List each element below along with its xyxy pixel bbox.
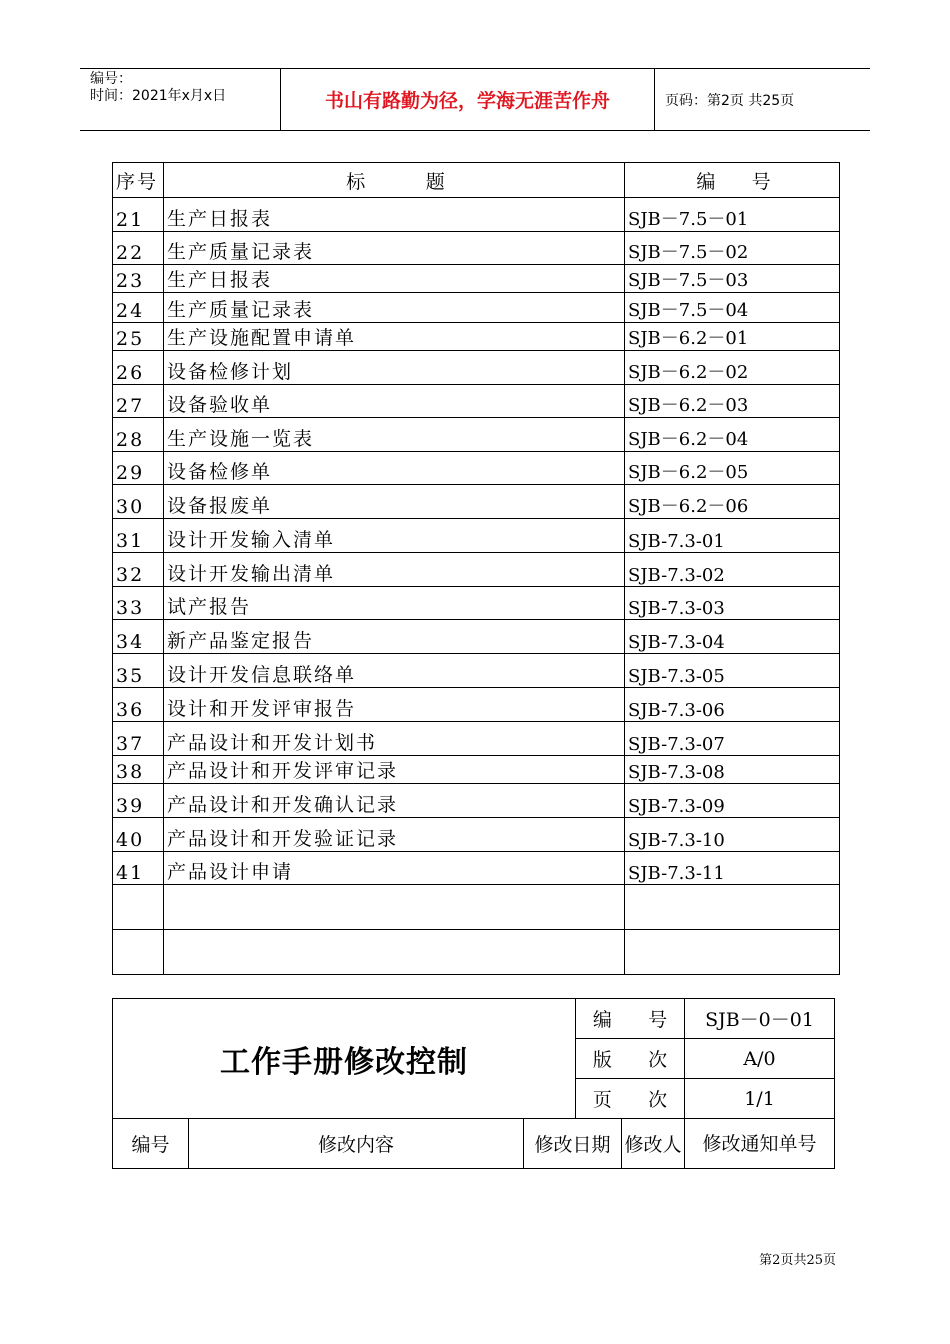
table-row — [113, 688, 840, 722]
table-row — [113, 756, 840, 784]
row-seq: 21 — [113, 198, 164, 232]
row-code: SJB－6.2－05 — [625, 452, 840, 485]
time-label: 时间：2021年x月x日 — [90, 88, 227, 104]
number-label: 编号： — [90, 71, 132, 87]
row-code: SJB－7.5－01 — [625, 198, 840, 232]
row-seq: 41 — [113, 852, 164, 885]
row-code: SJB－6.2－03 — [625, 385, 840, 418]
page-footer: 第2页共25页 — [759, 1253, 836, 1268]
meta-label-edition-text: 版 次 — [592, 1049, 668, 1071]
row-code: SJB－7.5－04 — [625, 293, 840, 323]
row-seq: 34 — [113, 620, 164, 654]
row-code: SJB-7.3-11 — [625, 852, 840, 885]
row-title: 生产设施配置申请单 — [164, 323, 625, 351]
row-seq: 26 — [113, 351, 164, 385]
row-seq: 25 — [113, 323, 164, 351]
table-row — [113, 654, 840, 688]
header-code — [625, 163, 840, 198]
row-title: 设计开发输入清单 — [164, 519, 625, 553]
empty-cell — [164, 885, 625, 930]
row-seq: 38 — [113, 756, 164, 784]
table-row — [113, 485, 840, 519]
table-row — [113, 519, 840, 553]
table-row — [113, 553, 840, 587]
row-seq: 28 — [113, 418, 164, 452]
meta-value-number: SJB－0－01 — [685, 999, 835, 1039]
table-row — [113, 418, 840, 452]
empty-row — [113, 930, 840, 975]
row-seq: 23 — [113, 265, 164, 293]
row-title: 设计开发信息联络单 — [164, 654, 625, 688]
meta-label-number — [576, 999, 685, 1039]
row-seq: 27 — [113, 385, 164, 418]
control-header-row — [113, 1119, 835, 1169]
row-seq: 39 — [113, 784, 164, 818]
col-person: 修改人 — [622, 1119, 685, 1169]
row-seq: 31 — [113, 519, 164, 553]
row-code: SJB－6.2－06 — [625, 485, 840, 519]
row-title: 产品设计和开发验证记录 — [164, 818, 625, 852]
page-info: 页码：第2页 共25页 — [665, 92, 795, 109]
table-row — [113, 620, 840, 654]
row-seq: 24 — [113, 293, 164, 323]
header-meta — [80, 69, 281, 130]
row-seq: 22 — [113, 232, 164, 265]
row-seq: 37 — [113, 722, 164, 756]
row-code: SJB-7.3-01 — [625, 519, 840, 553]
table-row — [113, 784, 840, 818]
control-title: 工作手册修改控制 — [113, 999, 576, 1119]
table-row — [113, 722, 840, 756]
row-code: SJB-7.3-05 — [625, 654, 840, 688]
row-seq: 32 — [113, 553, 164, 587]
row-title: 生产设施一览表 — [164, 418, 625, 452]
table-row — [113, 265, 840, 293]
meta-value-page: 1/1 — [685, 1079, 835, 1119]
row-seq: 29 — [113, 452, 164, 485]
table-header-row — [113, 163, 840, 198]
empty-cell — [113, 930, 164, 975]
empty-cell — [625, 885, 840, 930]
row-title: 产品设计和开发计划书 — [164, 722, 625, 756]
table-row — [113, 293, 840, 323]
row-code: SJB－6.2－04 — [625, 418, 840, 452]
empty-row — [113, 885, 840, 930]
row-seq: 33 — [113, 587, 164, 620]
meta-label-number-text: 编 号 — [592, 1009, 668, 1031]
header-code-text: 编 号 — [696, 170, 771, 193]
row-title: 生产质量记录表 — [164, 293, 625, 323]
page-header — [80, 68, 870, 131]
meta-label-page — [576, 1079, 685, 1119]
row-title: 设备检修单 — [164, 452, 625, 485]
row-code: SJB-7.3-08 — [625, 756, 840, 784]
row-code: SJB-7.3-06 — [625, 688, 840, 722]
row-code: SJB－7.5－02 — [625, 232, 840, 265]
col-date: 修改日期 — [524, 1119, 622, 1169]
row-code: SJB-7.3-03 — [625, 587, 840, 620]
empty-cell — [113, 885, 164, 930]
row-seq: 30 — [113, 485, 164, 519]
row-title: 产品设计和开发评审记录 — [164, 756, 625, 784]
empty-cell — [164, 930, 625, 975]
row-code: SJB-7.3-02 — [625, 553, 840, 587]
row-seq: 40 — [113, 818, 164, 852]
meta-label-page-text: 页 次 — [592, 1089, 668, 1111]
row-code: SJB-7.3-09 — [625, 784, 840, 818]
row-code: SJB-7.3-04 — [625, 620, 840, 654]
row-title: 生产日报表 — [164, 198, 625, 232]
table-row — [113, 232, 840, 265]
empty-cell — [625, 930, 840, 975]
col-number: 编号 — [113, 1119, 189, 1169]
table-row — [113, 818, 840, 852]
row-code: SJB-7.3-10 — [625, 818, 840, 852]
document-list-table — [112, 162, 840, 975]
table-row — [113, 587, 840, 620]
row-title: 试产报告 — [164, 587, 625, 620]
row-code: SJB－6.2－02 — [625, 351, 840, 385]
row-seq: 35 — [113, 654, 164, 688]
row-title: 设备验收单 — [164, 385, 625, 418]
header-title-text: 标 题 — [346, 170, 445, 193]
row-seq: 36 — [113, 688, 164, 722]
row-title: 生产日报表 — [164, 265, 625, 293]
row-title: 设计和开发评审报告 — [164, 688, 625, 722]
row-title: 设备报废单 — [164, 485, 625, 519]
motto: 书山有路勤为径，学海无涯苦作舟 — [281, 69, 655, 130]
table-row — [113, 351, 840, 385]
row-title: 产品设计申请 — [164, 852, 625, 885]
table-row — [113, 323, 840, 351]
table-row — [113, 452, 840, 485]
meta-label-edition — [576, 1039, 685, 1079]
table-row — [113, 385, 840, 418]
row-code: SJB－7.5－03 — [625, 265, 840, 293]
table-row — [113, 198, 840, 232]
row-title: 产品设计和开发确认记录 — [164, 784, 625, 818]
row-code: SJB－6.2－01 — [625, 323, 840, 351]
row-title: 生产质量记录表 — [164, 232, 625, 265]
modification-control-table — [112, 998, 835, 1169]
table-row — [113, 852, 840, 885]
col-content: 修改内容 — [189, 1119, 524, 1169]
col-notice: 修改通知单号 — [685, 1119, 835, 1169]
row-code: SJB-7.3-07 — [625, 722, 840, 756]
row-title: 设备检修计划 — [164, 351, 625, 385]
meta-value-edition: A/0 — [685, 1039, 835, 1079]
row-title: 新产品鉴定报告 — [164, 620, 625, 654]
header-title — [164, 163, 625, 198]
row-title: 设计开发输出清单 — [164, 553, 625, 587]
header-seq: 序号 — [113, 163, 164, 198]
